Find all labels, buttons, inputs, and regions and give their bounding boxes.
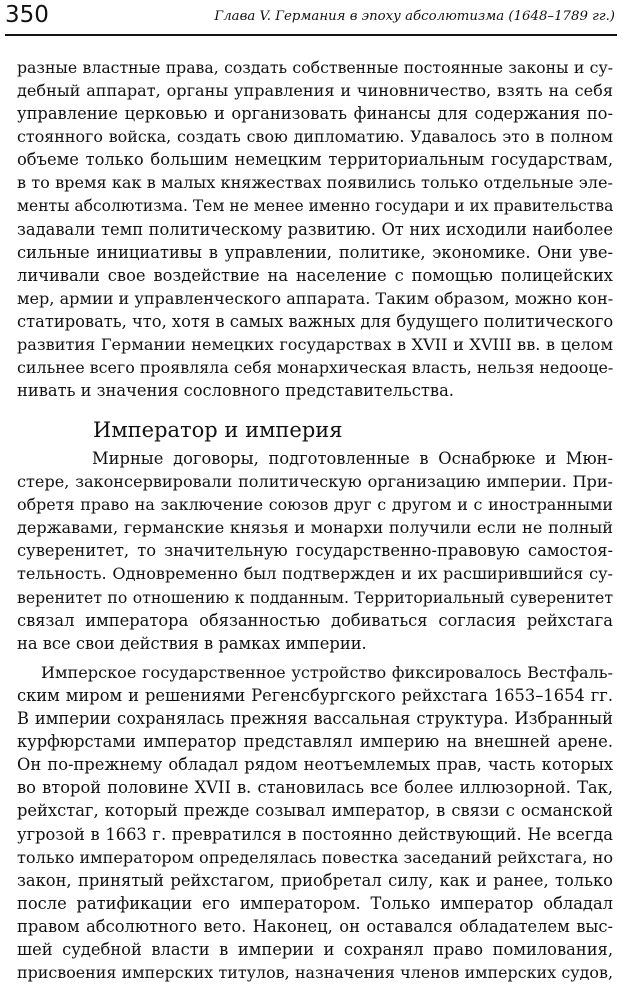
text-line: В империи сохранялась прежняя вассальная структура. Избранный bbox=[17, 709, 613, 729]
text-line: только императором определялась повестка заседаний рейхстага, но bbox=[17, 847, 613, 867]
page-number: 350 bbox=[5, 2, 49, 28]
text-line: нивать и значения сословного представительства. bbox=[17, 381, 454, 401]
text-line: разные властные права, создать собственные постоянные законы и су- bbox=[17, 58, 613, 77]
text-line: державами, германские князья и монархи получили если не полный bbox=[17, 518, 613, 538]
text-line: во второй половине XVII в. становилась все более иллюзорной. Так, bbox=[17, 778, 613, 798]
section-heading: Император и империя bbox=[93, 418, 343, 442]
text-line: управление церковью и организовать финансы для содержания по- bbox=[17, 104, 613, 124]
text-line: стере, законсервировали политическую организацию империи. При- bbox=[17, 472, 613, 492]
text-line: мер, армии и управленческого аппарата. Таким образом, можно кон- bbox=[17, 288, 613, 308]
page-header bbox=[5, 0, 617, 36]
text-line: сильнее всего проявляла себя монархическая власть, нельзя недооце- bbox=[17, 358, 613, 378]
text-line: шей судебной власти в империи и сохранял право помилования, bbox=[17, 939, 613, 959]
text-line: личивали свое воздействие на население с помощью полицейских bbox=[17, 265, 613, 285]
paragraph-3 bbox=[17, 661, 613, 984]
text-line: Имперское государственное устройство фиксировалось Вестфаль- bbox=[41, 662, 613, 682]
text-line: объеме только большим немецким территориальным государствам, bbox=[17, 150, 613, 170]
text-line: менты абсолютизма. Тем не менее именно государи и их правительства bbox=[17, 196, 613, 215]
text-line: правом абсолютного вето. Наконец, он оставался обладателем выс- bbox=[17, 916, 613, 936]
text-line: суверенитет, то значительную государственно-правовую самостоя- bbox=[17, 541, 613, 561]
text-line: задавали темп политическому развитию. От них исходили наиболее bbox=[17, 219, 613, 239]
paragraph-1 bbox=[17, 56, 613, 402]
text-line: рейхстаг, который прежде созывал император, в связи с османской bbox=[17, 801, 613, 821]
text-line: стоянного войска, создать свою дипломатию. Удавалось это в полном bbox=[17, 127, 613, 147]
text-line: закон, принятый рейхстагом, приобретал силу, как и ранее, только bbox=[17, 870, 613, 890]
text-line: развития Германии немецких государствах в XVII и XVIII вв. в целом bbox=[17, 335, 613, 355]
text-line: статировать, что, хотя в самых важных для будущего политического bbox=[17, 312, 613, 332]
text-line: на все свои действия в рамках империи. bbox=[17, 633, 367, 653]
text-line: угрозой в 1663 г. превратился в постоянно действующий. Не всегда bbox=[17, 824, 613, 844]
text-line: сильные инициативы в управлении, политике, экономике. Они уве- bbox=[17, 242, 613, 262]
section-body bbox=[17, 447, 613, 984]
text-line: обретя право на заключение союзов друг с другом и с иностранными bbox=[17, 495, 613, 515]
text-line: тельность. Одновременно был подтвержден и их расширившийся су- bbox=[17, 564, 613, 584]
text-line: курфюрстами император представлял империю на внешней арене. bbox=[17, 732, 613, 752]
text-line: присвоения имперских титулов, назначения членов имперских судов, bbox=[17, 963, 613, 983]
text-line: Он по-прежнему обладал рядом неотъемлемых прав, часть которых bbox=[17, 755, 613, 775]
text-line: веренитет по отношению к подданным. Территориальный суверенитет bbox=[17, 587, 613, 607]
running-title: Глава V. Германия в эпоху абсолютизма (1648–1789 гг.) bbox=[214, 9, 615, 24]
text-line: ским миром и решениями Регенсбургского рейхстага 1653–1654 гг. bbox=[17, 685, 613, 705]
text-line: дебный аппарат, органы управления и чиновничество, взять на себя bbox=[17, 81, 613, 101]
text-line: связал императора обязанностью добиваться согласия рейхстага bbox=[17, 610, 613, 630]
text-line: после ратификации его императором. Только император обладал bbox=[17, 893, 613, 913]
paragraph-2 bbox=[17, 447, 613, 655]
text-line: в то время как в малых княжествах появились только отдельные эле- bbox=[17, 173, 613, 193]
text-line: Мирные договоры, подготовленные в Оснабрюке и Мюн- bbox=[92, 449, 613, 468]
